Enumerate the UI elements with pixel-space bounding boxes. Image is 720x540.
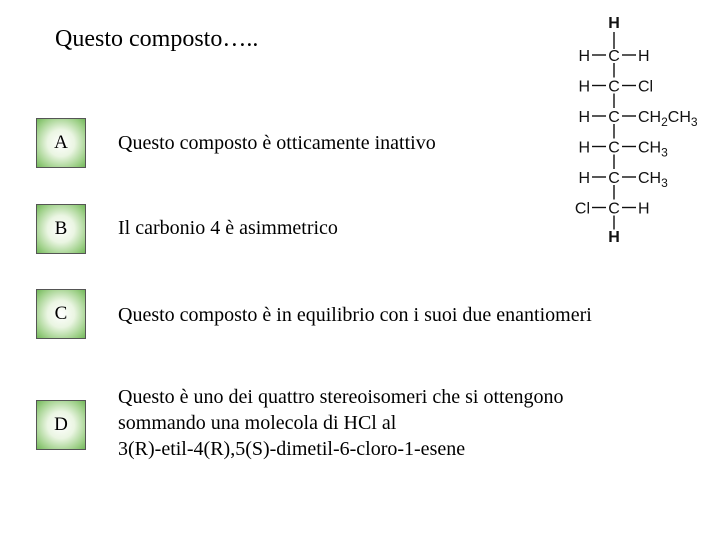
option-b-badge[interactable]: B — [36, 204, 86, 254]
option-d-line-3: 3(R)-etil-4(R),5(S)-dimetil-6-cloro-1-esene — [118, 438, 466, 460]
formula-left-sub-4: H — [578, 170, 590, 187]
option-a-badge[interactable]: A — [36, 118, 86, 168]
formula-left-sub-3: H — [578, 139, 590, 157]
formula-carbon-0: C — [608, 48, 620, 65]
option-d-line-1: Questo è uno dei quattro stereoisomeri che si ottengono — [118, 386, 564, 408]
formula-carbon-4: C — [608, 170, 620, 187]
formula-bottom-h: H — [608, 229, 620, 246]
slide-title: Questo composto….. — [55, 26, 259, 52]
structural-formula — [560, 12, 710, 247]
formula-right-sub-3: CH3 — [638, 139, 668, 160]
formula-left-sub-1: H — [578, 78, 590, 96]
formula-carbon-2: C — [608, 109, 620, 126]
formula-carbon-3: C — [608, 139, 620, 157]
option-d-line-2: sommando una molecola di HCl al — [118, 412, 397, 434]
formula-top-h: H — [608, 15, 620, 32]
formula-left-sub-0: H — [578, 48, 590, 65]
option-a-text: Questo composto è otticamente inattivo — [118, 132, 436, 154]
formula-right-sub-4: CH3 — [638, 170, 668, 190]
formula-right-sub-1: Cl — [638, 78, 654, 96]
formula-left-sub-2: H — [578, 109, 590, 126]
option-d-badge[interactable]: D — [36, 400, 86, 450]
formula-carbon-5: C — [608, 200, 620, 218]
formula-right-sub-2: CH2CH3 — [638, 109, 698, 129]
option-d-text — [118, 384, 563, 462]
formula-right-sub-0: H — [638, 48, 650, 65]
formula-left-sub-5: Cl — [574, 200, 590, 218]
option-c-text: Questo composto è in equilibrio con i suoi due enantiomeri — [118, 304, 592, 326]
formula-carbon-1: C — [608, 78, 620, 96]
option-b-text: Il carbonio 4 è asimmetrico — [118, 217, 338, 239]
option-c-badge[interactable]: C — [36, 289, 86, 339]
formula-right-sub-5: H — [638, 200, 650, 218]
